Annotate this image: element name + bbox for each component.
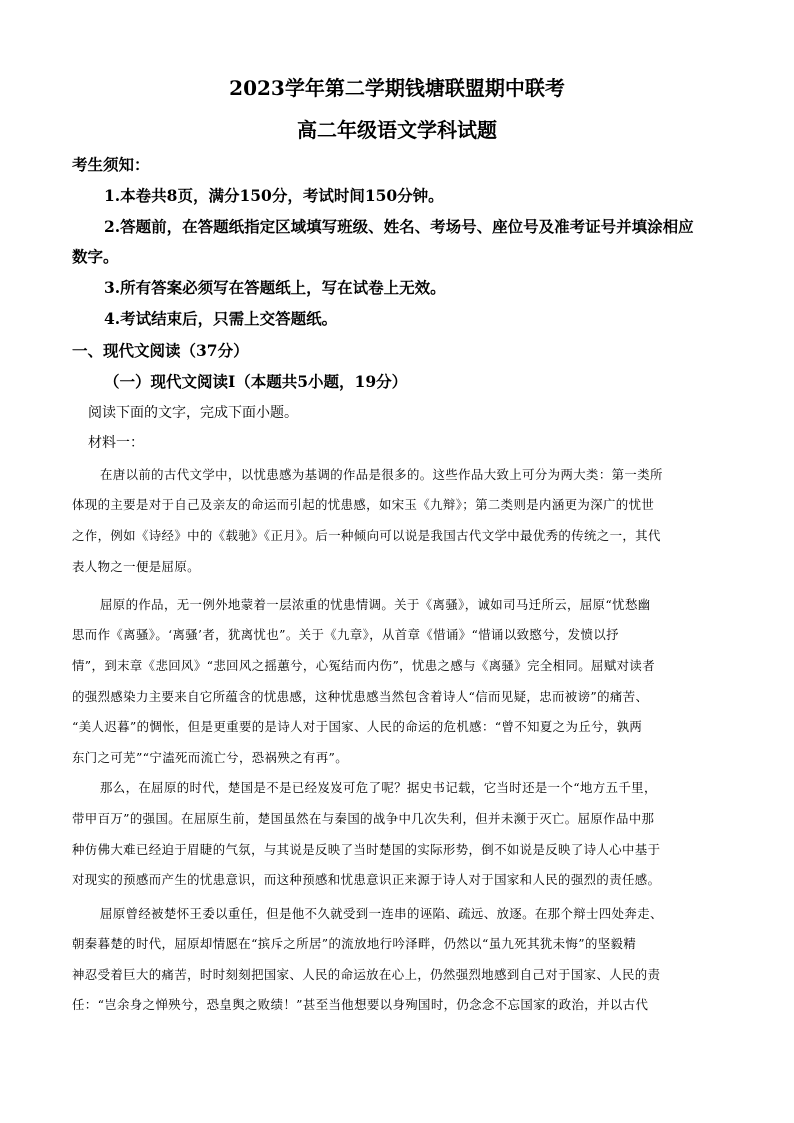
passage-line: 屈原的作品，无一例外地蒙着一层浓重的忧患情调。关于《离骚》，诚如司马迁所云，屈原“忧愁幽: [100, 597, 651, 612]
notice-item: 3.所有答案必须写在答题纸上，写在试卷上无效。: [104, 278, 446, 297]
reading-instruction: 阅读下面的文字，完成下面小题。: [88, 405, 298, 421]
passage-line: 任：“岂余身之惮殃兮，恐皇舆之败绩！”甚至当他想要以身殉国时，仍念念不忘国家的政治，并以古代: [72, 997, 649, 1012]
material-label: 材料一：: [88, 435, 144, 451]
passage-line: 对现实的预感而产生的忧患意识，而这种预感和忧患意识正来源于诗人对于国家和人民的强烈的责任感。: [72, 872, 661, 887]
passage-line: 带甲百万”的强国。在屈原生前，楚国虽然在与秦国的战争中几次失利，但并未濒于灭亡。屈原作品中那: [72, 811, 655, 826]
passage-line: 朝秦暮楚的时代，屈原却情愿在“摈斥之所居”的流放地行吟泽畔，仍然以“虽九死其犹未悔”的坚毅精: [72, 936, 637, 951]
notice-item: 1.本卷共8页，满分150分，考试时间150分钟。: [104, 186, 444, 205]
passage-line: 之作，例如《诗经》中的《载驰》《正月》。后一种倾向可以说是我国古代文学中最优秀的传统之一，其代: [72, 528, 661, 543]
exam-subtitle: 高二年级语文学科试题: [297, 118, 497, 142]
passage-line: “美人迟暮”的惆怅，但是更重要的是诗人对于国家、人民的命运的危机感：“曾不知夏之为丘兮，孰两: [72, 719, 643, 734]
passage-line: 东门之可芜”“宁溘死而流亡兮，恐祸殃之有再”。: [72, 750, 349, 765]
notice-item: 2.答题前，在答题纸指定区域填写班级、姓名、考场号、座位号及准考证号并填涂相应: [104, 217, 694, 236]
notice-item: 4.考试结束后，只需上交答题纸。: [104, 309, 338, 328]
passage-line: 神忍受着巨大的痛苦，时时刻刻把国家、人民的命运放在心上，仍然强烈地感到自己对于国家、人民的责: [72, 967, 661, 982]
passage-line: 思而作《离骚》。‘离骚’者，犹离忧也”。关于《九章》，从首章《惜诵》“惜诵以致愍兮，发愤以抒: [72, 627, 619, 642]
passage-line: 表人物之一便是屈原。: [72, 559, 200, 574]
passage-line: 种仿佛大难已经迫于眉睫的气氛，与其说是反映了当时楚国的实际形势，倒不如说是反映了诗人心中基于: [72, 842, 661, 857]
passage-line: 体现的主要是对于自己及亲友的命运而引起的忧患感，如宋玉《九辩》；第二类则是内涵更为深广的忧世: [72, 497, 655, 512]
passage-line: 那么，在屈原的时代，楚国是不是已经岌岌可危了呢？据史书记载，它当时还是一个“地方五千里，: [100, 780, 657, 795]
passage-line: 屈原曾经被楚怀王委以重任，但是他不久就受到一连串的诬陷、疏远、放逐。在那个辩士四处奔走、: [100, 906, 663, 921]
passage-line: 的强烈感染力主要来自它所蕴含的忧患感，这种忧患感当然包含着诗人“信而见疑，忠而被谤”的痛苦、: [72, 689, 649, 704]
notice-heading: 考生须知：: [72, 155, 150, 174]
notice-item: 数字。: [72, 247, 119, 266]
exam-title: 2023学年第二学期钱塘联盟期中联考: [229, 76, 565, 100]
passage-line: 在唐以前的古代文学中，以忧患感为基调的作品是很多的。这些作品大致上可分为两大类：第一类所: [100, 467, 663, 482]
section-heading: 一、现代文阅读（37分）: [72, 341, 249, 360]
passage-line: 情”，到末章《悲回风》“悲回风之摇蕙兮，心冤结而内伤”，忧患之感与《离骚》完全相同。屈赋对读者: [72, 658, 655, 673]
subsection-heading: （一）现代文阅读Ⅰ（本题共5小题，19分）: [104, 372, 408, 391]
